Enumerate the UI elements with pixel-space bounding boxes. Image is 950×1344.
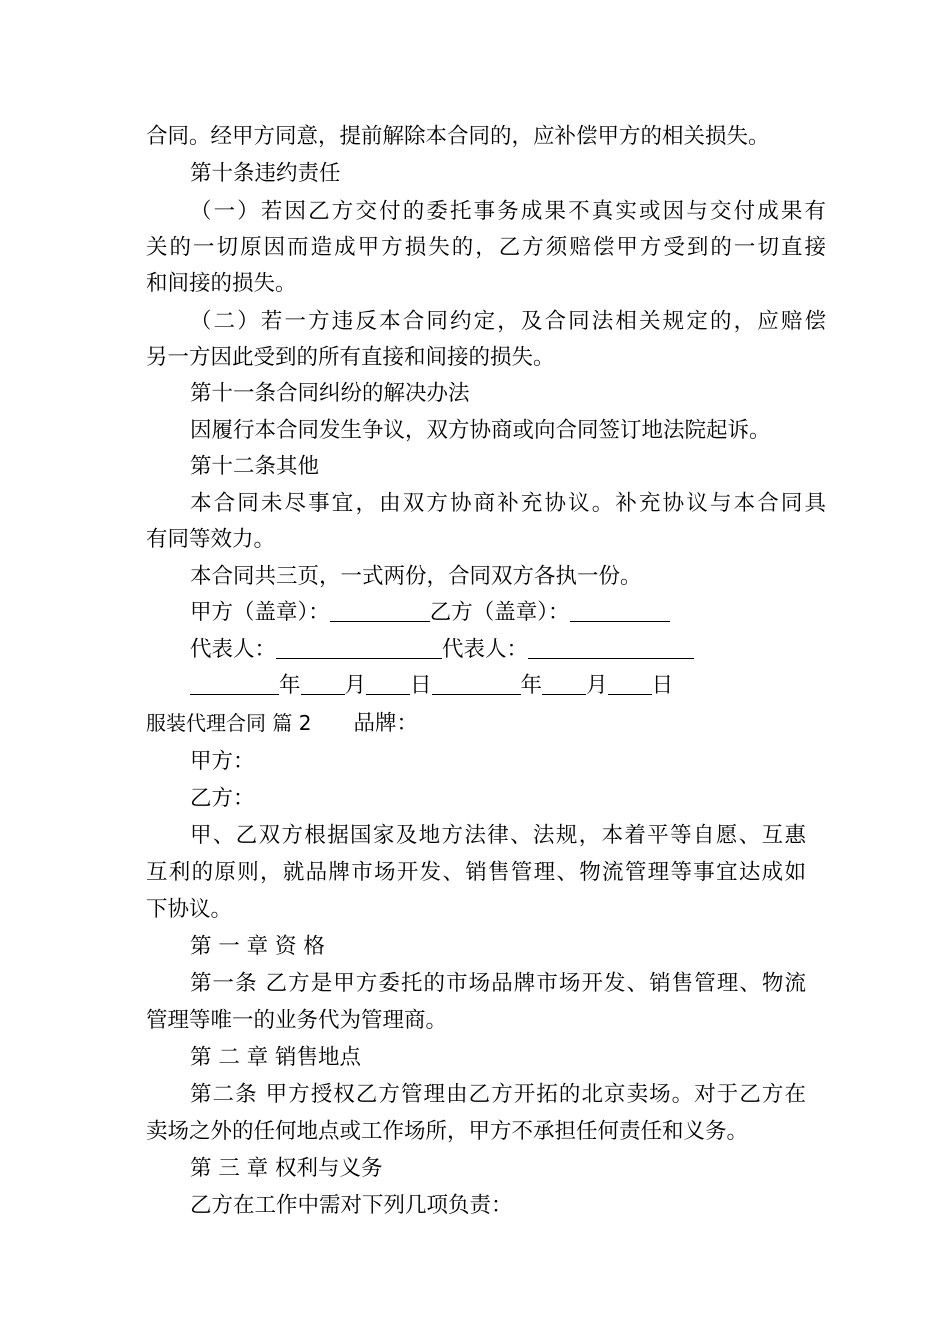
chapter-heading: 第 三 章 权利与义务	[190, 1156, 383, 1181]
party-a-label: 甲方（盖章）：	[190, 600, 330, 625]
brand-label: 品牌：	[353, 711, 418, 736]
year-a-blank	[190, 674, 279, 695]
chapter-heading: 第 一 章 资 格	[190, 934, 325, 959]
year-b-blank	[432, 674, 521, 695]
paragraph-line: 互利的原则，就品牌市场开发、销售管理、物流管理等事宜达成如	[146, 860, 806, 885]
paragraph-line: 甲方：	[190, 749, 255, 774]
paragraph-line: （二）若一方违反本合同约定，及合同法相关规定的，应赔偿	[190, 309, 826, 334]
section-title: 服装代理合同 篇 2	[146, 711, 312, 735]
paragraph-line: 和间接的损失。	[146, 271, 297, 296]
month-b-blank	[542, 674, 586, 695]
paragraph-line: 乙方在工作中需对下列几项负责：	[190, 1193, 513, 1218]
party-a-blank	[330, 601, 430, 622]
party-b-blank	[570, 601, 670, 622]
year-a-label: 年	[279, 673, 301, 698]
paragraph-line: 卖场之外的任何地点或工作场所，甲方不承担任何责任和义务。	[146, 1119, 749, 1144]
rep-a-blank	[276, 638, 442, 659]
day-b-blank	[608, 674, 652, 695]
paragraph-line: 因履行本合同发生争议，双方协商或向合同签订地法院起诉。	[190, 418, 771, 443]
party-b-label: 乙方（盖章）：	[429, 600, 570, 625]
signature-line-representatives	[190, 637, 870, 663]
rep-b-blank	[528, 638, 694, 659]
paragraph-line: 管理等唯一的业务代为管理商。	[146, 1008, 448, 1033]
month-b-label: 月	[586, 673, 608, 698]
chapter-heading: 第 二 章 销售地点	[190, 1045, 362, 1070]
paragraph-line: 本合同共三页，一式两份，合同双方各执一份。	[190, 564, 642, 589]
paragraph-line: 第二条 甲方授权乙方管理由乙方开拓的北京卖场。对于乙方在	[190, 1082, 806, 1107]
paragraph-line: （一）若因乙方交付的委托事务成果不真实或因与交付成果有	[190, 199, 826, 224]
paragraph-line: 甲、乙双方根据国家及地方法律、法规，本着平等自愿、互惠	[190, 823, 806, 848]
month-a-blank	[301, 674, 345, 695]
section-title-line	[146, 710, 826, 736]
day-a-blank	[366, 674, 410, 695]
paragraph-line: 下协议。	[146, 897, 233, 922]
signature-line-parties	[190, 600, 870, 626]
paragraph-line: 第一条 乙方是甲方委托的市场品牌市场开发、销售管理、物流	[190, 971, 806, 996]
day-a-label: 日	[410, 673, 432, 698]
signature-line-dates	[190, 673, 870, 699]
paragraph-line: 有同等效力。	[146, 527, 276, 552]
month-a-label: 月	[344, 673, 367, 698]
article-heading: 第十条违约责任	[190, 161, 341, 186]
paragraph-line: 合同。经甲方同意，提前解除本合同的，应补偿甲方的相关损失。	[146, 124, 770, 149]
year-b-label: 年	[520, 673, 543, 698]
paragraph-line: 本合同未尽事宜，由双方协商补充协议。补充协议与本合同具	[190, 491, 826, 516]
article-heading: 第十一条合同纠纷的解决办法	[190, 381, 470, 406]
paragraph-line: 乙方：	[190, 786, 255, 811]
article-heading: 第十二条其他	[190, 454, 320, 479]
paragraph-line: 另一方因此受到的所有直接和间接的损失。	[146, 345, 555, 370]
rep-b-label: 代表人：	[442, 637, 529, 662]
day-b-label: 日	[651, 673, 674, 698]
paragraph-line: 关的一切原因而造成甲方损失的，乙方须赔偿甲方受到的一切直接	[146, 235, 826, 260]
rep-a-label: 代表人：	[190, 637, 277, 662]
